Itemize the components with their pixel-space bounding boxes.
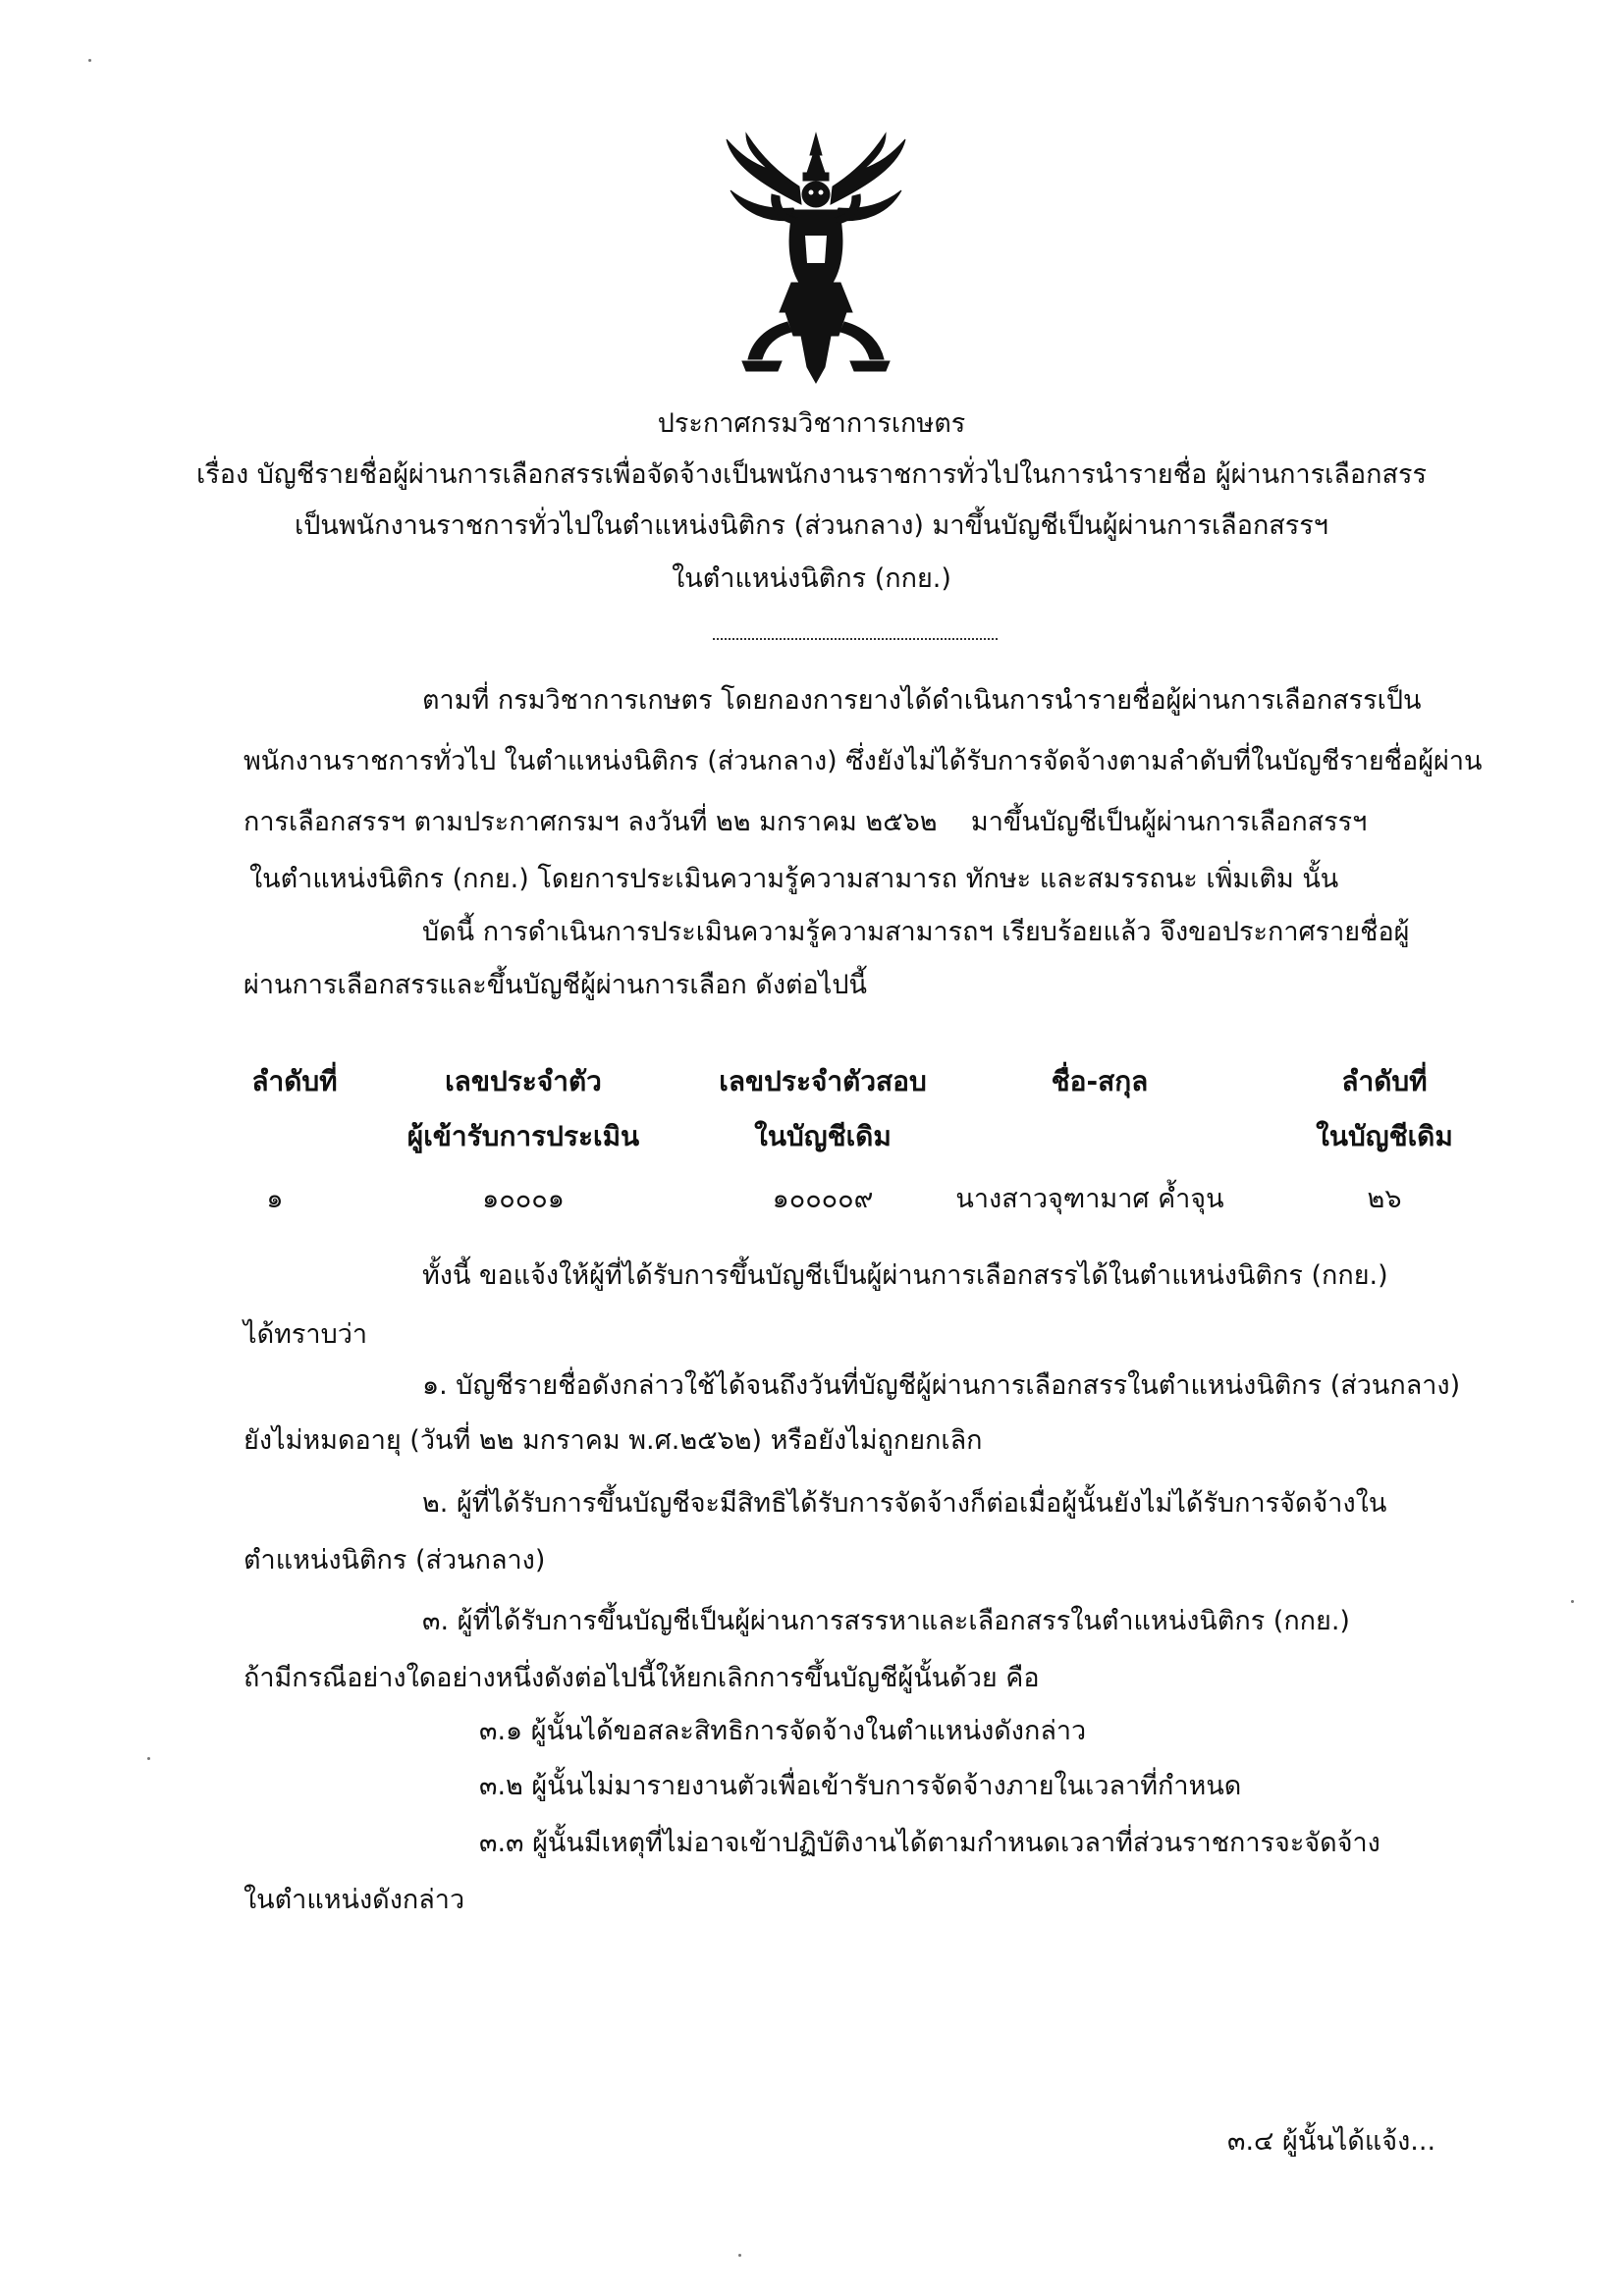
subject-line-1: เรื่อง บัญชีรายชื่อผู้ผ่านการเลือกสรรเพื่อจัดจ้างเป็นพนักงานราชการทั่วไปในการนำรายชื่อ ผู้ผ่านการเลือกสรร: [196, 459, 1427, 490]
conditions-intro-line-2: ได้ทราบว่า: [243, 1319, 368, 1350]
page-continuation: ๓.๔ ผู้นั้นได้แจ้ง...: [1227, 2126, 1436, 2157]
condition-3-line-2: ถ้ามีกรณีอย่างใดอย่างหนึ่งดังต่อไปนี้ให้ยกเลิกการขึ้นบัญชีผู้นั้นด้วย คือ: [243, 1663, 1040, 1693]
conditions-intro-line-1: ทั้งนี้ ขอแจ้งให้ผู้ที่ได้รับการขึ้นบัญชีเป็นผู้ผ่านการเลือกสรรได้ในตำแหน่งนิติกร (กกย.): [422, 1260, 1388, 1291]
condition-1-line-1: ๑. บัญชีรายชื่อดังกล่าวใช้ได้จนถึงวันที่บัญชีผู้ผ่านการเลือกสรรในตำแหน่งนิติกร (ส่วนกลาง): [422, 1370, 1461, 1401]
header-assess-id-line-1: เลขประจำตัว: [445, 1065, 602, 1097]
intro-paragraph-line-3: การเลือกสรรฯ ตามประกาศกรมฯ ลงวันที่ ๒๒ มกราคม ๒๕๖๒ มาขึ้นบัญชีเป็นผู้ผ่านการเลือกสรรฯ: [243, 807, 1368, 837]
subject-line-2: เป็นพนักงานราชการทั่วไปในตำแหน่งนิติกร (ส่วนกลาง) มาขึ้นบัญชีเป็นผู้ผ่านการเลือกสรรฯ: [295, 510, 1328, 541]
condition-2-line-2: ตำแหน่งนิติกร (ส่วนกลาง): [243, 1545, 546, 1575]
title-separator: [713, 638, 998, 640]
scan-speck: [88, 59, 91, 62]
header-old-order-line-1: ลำดับที่: [1341, 1065, 1428, 1097]
cell-order: ๑: [266, 1184, 284, 1214]
announce-paragraph-line-1: บัดนี้ การดำเนินการประเมินความรู้ความสามารถฯ เรียบร้อยแล้ว จึงขอประกาศรายชื่อผู้: [422, 917, 1410, 947]
cell-assess-id: ๑๐๐๐๑: [482, 1184, 565, 1214]
condition-2-line-1: ๒. ผู้ที่ได้รับการขึ้นบัญชีจะมีสิทธิได้รับการจัดจ้างก็ต่อเมื่อผู้นั้นยังไม่ได้รับการจัดจ้างใน: [422, 1488, 1387, 1519]
header-old-order-line-2: ในบัญชีเดิม: [1316, 1120, 1453, 1152]
scan-speck: [147, 1757, 150, 1760]
condition-3-3-line-1: ๓.๓ ผู้นั้นมีเหตุที่ไม่อาจเข้าปฏิบัติงานได้ตามกำหนดเวลาที่ส่วนราชการจะจัดจ้าง: [479, 1828, 1380, 1858]
header-exam-id-line-1: เลขประจำตัวสอบ: [719, 1065, 927, 1097]
condition-3-1: ๓.๑ ผู้นั้นได้ขอสละสิทธิการจัดจ้างในตำแหน่งดังกล่าว: [479, 1716, 1087, 1746]
condition-3-line-1: ๓. ผู้ที่ได้รับการขึ้นบัญชีเป็นผู้ผ่านการสรรหาและเลือกสรรในตำแหน่งนิติกร (กกย.): [422, 1606, 1350, 1636]
subject-line-3: ในตำแหน่งนิติกร (กกย.): [672, 563, 951, 594]
cell-full-name: นางสาวจุฑามาศ ค้ำจุน: [955, 1184, 1224, 1214]
header-full-name: ชื่อ-สกุล: [1051, 1065, 1149, 1097]
intro-paragraph-line-4: ในตำแหน่งนิติกร (กกย.) โดยการประเมินความรู้ความสามารถ ทักษะ และสมรรถนะ เพิ่มเติม นั้น: [249, 864, 1339, 894]
header-order: ลำดับที่: [251, 1065, 338, 1097]
condition-1-line-2: ยังไม่หมดอายุ (วันที่ ๒๒ มกราคม พ.ศ.๒๕๖๒) หรือยังไม่ถูกยกเลิก: [243, 1425, 983, 1456]
condition-3-3-line-2: ในตำแหน่งดังกล่าว: [243, 1885, 465, 1915]
cell-old-order: ๒๖: [1367, 1184, 1402, 1214]
header-assess-id-line-2: ผู้เข้ารับการประเมิน: [406, 1120, 640, 1152]
scan-speck: [738, 2254, 741, 2257]
intro-paragraph-line-1: ตามที่ กรมวิชาการเกษตร โดยกองการยางได้ดำเนินการนำรายชื่อผู้ผ่านการเลือกสรรเป็น: [422, 685, 1422, 716]
garuda-emblem-icon: [723, 126, 909, 391]
cell-exam-id: ๑๐๐๐๐๙: [772, 1184, 874, 1214]
header-exam-id-line-2: ในบัญชีเดิม: [754, 1120, 892, 1152]
condition-3-2: ๓.๒ ผู้นั้นไม่มารายงานตัวเพื่อเข้ารับการจัดจ้างภายในเวลาที่กำหนด: [479, 1771, 1242, 1801]
scan-speck: [1571, 1600, 1574, 1603]
announce-paragraph-line-2: ผ่านการเลือกสรรและขึ้นบัญชีผู้ผ่านการเลือก ดังต่อไปนี้: [243, 970, 867, 1000]
announcement-title: ประกาศกรมวิชาการเกษตร: [657, 408, 966, 439]
intro-paragraph-line-2: พนักงานราชการทั่วไป ในตำแหน่งนิติกร (ส่วนกลาง) ซึ่งยังไม่ได้รับการจัดจ้างตามลำดับที่ในบัญชีรายชื่อผู้ผ่าน: [243, 746, 1483, 776]
